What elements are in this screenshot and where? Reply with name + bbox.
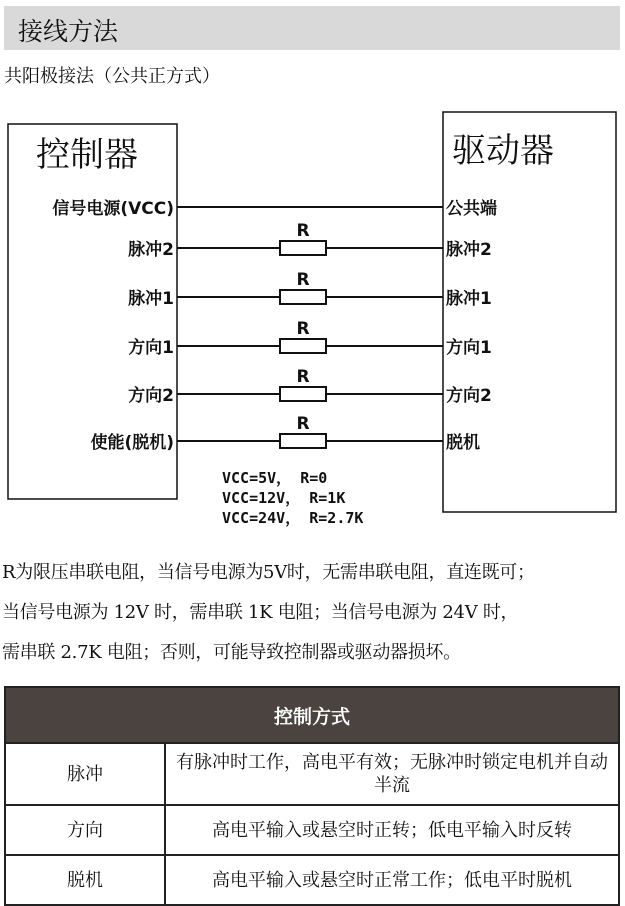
right-label-common: 公共端 bbox=[446, 199, 497, 219]
mode-name-pulse: 脉冲 bbox=[5, 743, 165, 805]
note-line: R为限压串联电阻，当信号电源为5V时，无需串联电阻，直连既可； bbox=[2, 562, 535, 583]
signal-row-dir1 bbox=[128, 319, 492, 358]
mode-desc-offline: 高电平输入或悬空时正常工作；低电平时脱机 bbox=[165, 855, 619, 905]
section-header bbox=[4, 6, 620, 50]
mode-desc-direction: 高电平输入或悬空时正转；低电平输入时反转 bbox=[165, 805, 619, 855]
left-label-vcc: 信号电源(VCC) bbox=[52, 199, 174, 219]
resistor-label-dir2: R bbox=[296, 367, 310, 387]
resistor-label-dir1: R bbox=[296, 319, 310, 339]
left-label-pulse2: 脉冲2 bbox=[128, 240, 174, 260]
mode-desc-pulse: 有脉冲时工作，高电平有效；无脉冲时锁定电机并自动半流 bbox=[165, 743, 619, 805]
resistor-label-enable: R bbox=[296, 414, 310, 434]
resistor-label-pulse1: R bbox=[296, 270, 310, 290]
resistor-note bbox=[2, 553, 624, 673]
signal-row-dir2 bbox=[128, 367, 492, 406]
controller-title: 控制器 bbox=[36, 135, 138, 175]
signal-row-vcc bbox=[52, 198, 497, 219]
resistor-pulse1 bbox=[280, 290, 326, 304]
signal-row-pulse1 bbox=[128, 270, 492, 309]
resistor-pulse2 bbox=[280, 241, 326, 255]
resistor-dir1 bbox=[280, 339, 326, 353]
table-row bbox=[5, 805, 619, 855]
table-row bbox=[5, 855, 619, 905]
resistor-value-12v: VCC=12V， R=1K bbox=[222, 489, 346, 507]
resistor-dir2 bbox=[280, 387, 326, 401]
driver-title: 驱动器 bbox=[452, 131, 554, 171]
table-header: 控制方式 bbox=[5, 687, 619, 743]
note-line: 当信号电源为 12V 时，需串联 1K 电阻；当信号电源为 24V 时， bbox=[2, 602, 519, 623]
mode-name-offline: 脱机 bbox=[5, 855, 165, 905]
resistor-label-pulse2: R bbox=[296, 221, 310, 241]
control-mode-table bbox=[4, 686, 620, 906]
resistor-value-5v: VCC=5V， R=0 bbox=[222, 469, 328, 487]
mode-name-direction: 方向 bbox=[5, 805, 165, 855]
right-label-dir2: 方向2 bbox=[446, 386, 492, 406]
signal-row-enable bbox=[90, 414, 480, 453]
right-label-offline: 脱机 bbox=[446, 433, 480, 453]
left-label-dir1: 方向1 bbox=[128, 338, 174, 358]
left-label-enable: 使能(脱机) bbox=[90, 433, 174, 453]
resistor-value-24v: VCC=24V， R=2.7K bbox=[222, 509, 364, 527]
resistor-enable bbox=[280, 434, 326, 448]
section-title: 接线方法 bbox=[18, 17, 119, 46]
left-label-pulse1: 脉冲1 bbox=[128, 289, 174, 309]
right-label-pulse2: 脉冲2 bbox=[446, 240, 492, 260]
note-line: 需串联 2.7K 电阻；否则，可能导致控制器或驱动器损坏。 bbox=[2, 642, 461, 663]
right-label-dir1: 方向1 bbox=[446, 338, 492, 358]
table-row bbox=[5, 743, 619, 805]
right-label-pulse1: 脉冲1 bbox=[446, 289, 492, 309]
left-label-dir2: 方向2 bbox=[128, 386, 174, 406]
signal-row-pulse2 bbox=[128, 221, 492, 260]
wiring-diagram bbox=[0, 110, 625, 535]
wiring-subtitle: 共阳极接法（公共正方式） bbox=[4, 66, 220, 87]
